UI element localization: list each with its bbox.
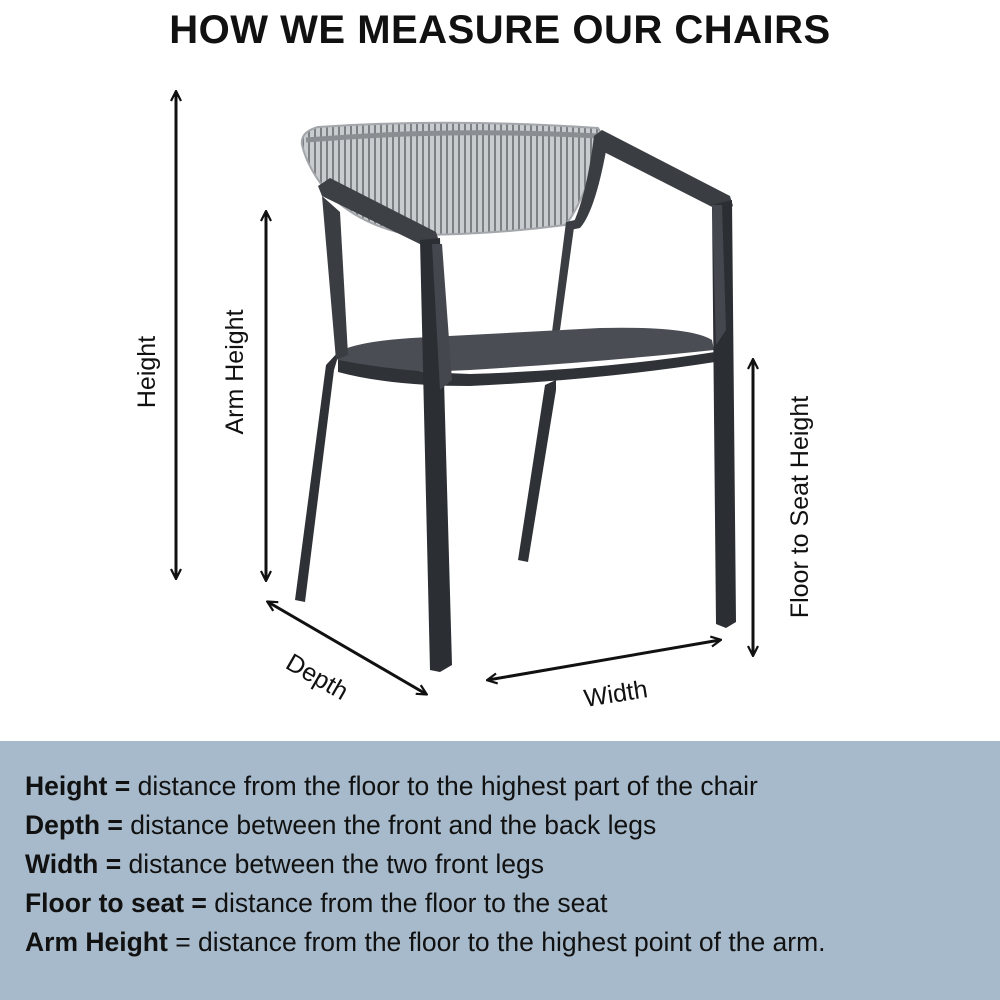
definition-text: distance from the floor to the highest part of the chair (130, 771, 758, 801)
floor-to-seat-label: Floor to Seat Height (786, 395, 814, 619)
chair-rope-back (302, 123, 604, 235)
definition-term: Width = (25, 849, 122, 879)
definitions-panel (0, 741, 1000, 1000)
chair-back-right-leg (518, 380, 556, 562)
height-label: Height (133, 335, 161, 409)
depth-label: Depth (281, 648, 353, 706)
definition-arm-height (25, 923, 1000, 962)
width-arrow (488, 640, 720, 680)
definition-height (25, 767, 1000, 806)
page-title: HOW WE MEASURE OUR CHAIRS (169, 8, 831, 52)
chair-image (295, 123, 736, 672)
width-label: Width (581, 675, 650, 713)
arm-height-label: Arm Height (221, 309, 249, 435)
definition-text: distance from the floor to the seat (206, 888, 608, 918)
definition-width (25, 845, 1000, 884)
definition-depth (25, 806, 1000, 845)
definition-text: distance between the front and the back legs (122, 810, 657, 840)
definition-term: Floor to seat = (25, 888, 207, 918)
definition-term: Depth = (25, 810, 123, 840)
definition-text: = distance from the floor to the highest point of the arm. (167, 927, 826, 957)
chair-right-arm (594, 130, 733, 212)
chair-back-left-leg (295, 350, 340, 602)
definition-text: distance between the two front legs (121, 849, 544, 879)
definition-term: Height = (25, 771, 131, 801)
definition-floor-to-seat (25, 884, 1000, 923)
definition-term: Arm Height (25, 927, 168, 957)
